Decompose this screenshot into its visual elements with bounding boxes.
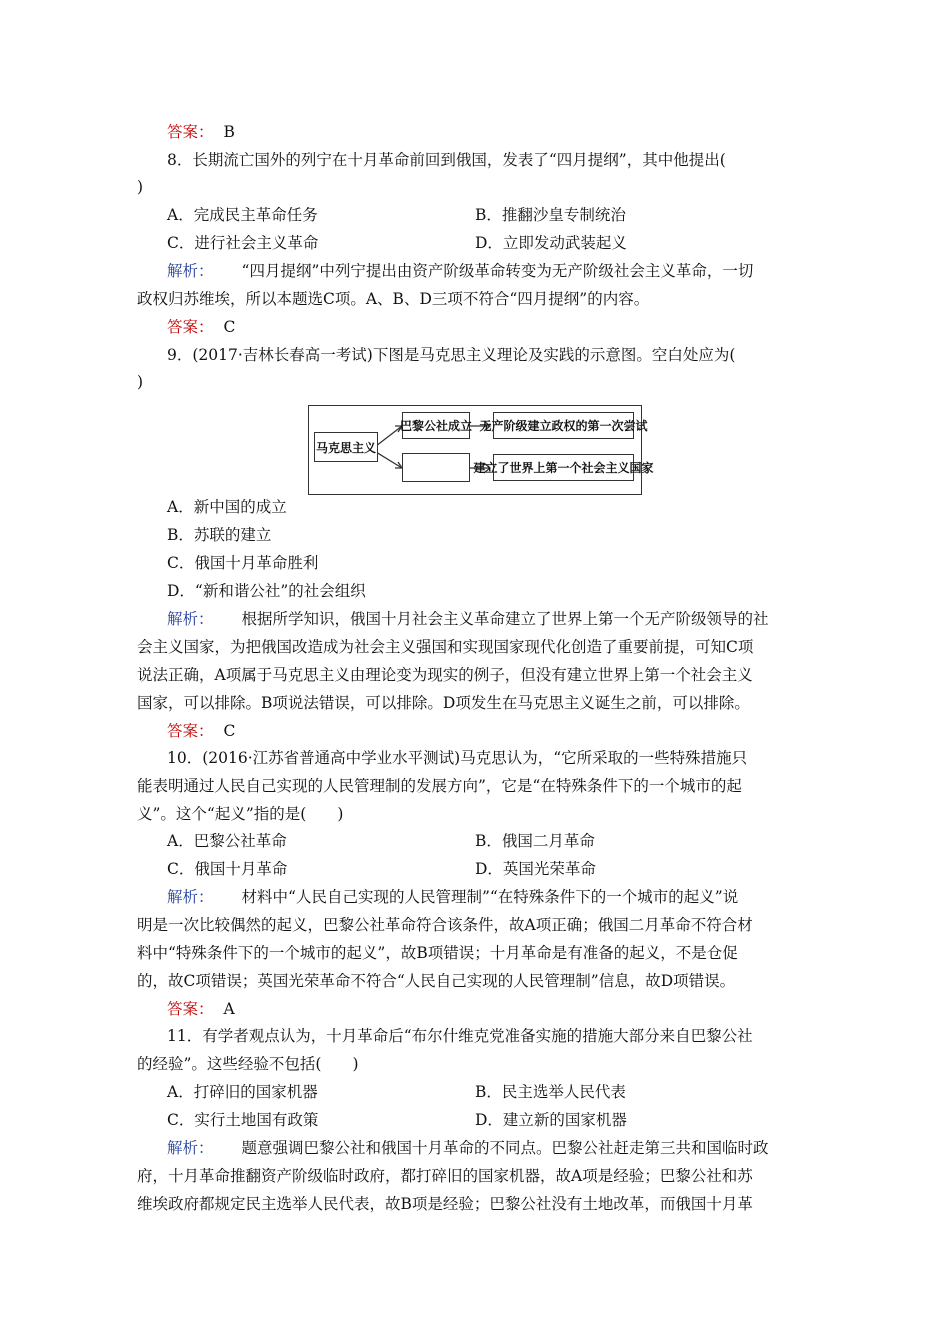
diagram-blank-box: [402, 453, 470, 482]
q11-analysis-line-3: 维埃政府都规定民主选举人民代表，故B项是经验；巴黎公社没有土地改革，而俄国十月革: [137, 1195, 753, 1213]
marxism-diagram: [308, 405, 654, 495]
analysis-label: 解析：: [167, 262, 214, 280]
q11-option-b: B．民主选举人民代表: [475, 1083, 626, 1101]
q11-stem-line-2: 的经验”。这些经验不包括( ): [137, 1055, 359, 1073]
answer-label: 答案：: [167, 722, 214, 740]
answer-value: C: [223, 722, 236, 740]
q9-analysis-line-1: [167, 609, 847, 629]
q9-stem-line-1: 9．(2017·吉林长春高一考试)下图是马克思主义理论及实践的示意图。空白处应为(: [167, 346, 736, 364]
q8-option-a: A．完成民主革命任务: [167, 206, 318, 224]
analysis-text: 根据所学知识，俄国十月社会主义革命建立了世界上第一个无产阶级领导的社: [241, 610, 769, 628]
q10-answer-line: [167, 999, 847, 1019]
q9-option-b: B．苏联的建立: [167, 526, 272, 544]
q10-option-d: D．英国光荣革命: [475, 860, 596, 878]
q9-option-a: A．新中国的成立: [167, 498, 287, 516]
analysis-text: 题意强调巴黎公社和俄国十月革命的不同点。巴黎公社赶走第三共和国临时政: [241, 1139, 769, 1157]
q11-option-c: C．实行土地国有政策: [167, 1111, 319, 1129]
answer-value: A: [223, 1000, 235, 1018]
q11-analysis-line-1: [167, 1138, 847, 1158]
q9-analysis-line-2: 会主义国家，为把俄国改造成为社会主义强国和实现国家现代化创造了重要前提，可知C项: [137, 638, 754, 656]
q11-analysis-line-2: 府，十月革命推翻资产阶级临时政府，都打碎旧的国家机器，故A项是经验；巴黎公社和苏: [137, 1167, 753, 1185]
q10-analysis-line-1: [167, 887, 847, 907]
q10-stem-line-1: 10．(2016·江苏省普通高中学业水平测试)马克思认为，“它所采取的一些特殊措施只: [167, 749, 748, 767]
q9-stem-line-2: ): [137, 373, 144, 391]
answer-value: B: [223, 123, 235, 141]
q11-options-row-2: [167, 1110, 847, 1130]
q8-options-row-1: [167, 205, 847, 225]
q10-option-a: A．巴黎公社革命: [167, 832, 287, 850]
analysis-label: 解析：: [167, 888, 214, 906]
q9-analysis-line-4: 国家，可以排除。B项说法错误，可以排除。D项发生在马克思主义诞生之前，可以排除。: [137, 694, 750, 712]
analysis-label: 解析：: [167, 610, 214, 628]
q9-option-d: D．“新和谐公社”的社会组织: [167, 582, 366, 600]
answer-label: 答案：: [167, 123, 214, 141]
q10-options-row-1: [167, 831, 847, 851]
q8-analysis-line-2: 政权归苏维埃，所以本题选C项。A、B、D三项不符合“四月提纲”的内容。: [137, 290, 650, 308]
q8-answer-line: [167, 317, 847, 337]
diagram-top-right-box: 无产阶级建立政权的第一次尝试: [493, 412, 634, 439]
diagram-root-box: 马克思主义: [314, 432, 378, 462]
q8-option-d: D．立即发动武装起义: [475, 234, 627, 252]
q9-answer-line: [167, 721, 847, 741]
diagram-top-middle-box: 巴黎公社成立: [402, 412, 470, 439]
q9-option-c: C．俄国十月革命胜利: [167, 554, 319, 572]
answer-value: C: [223, 318, 236, 336]
diagram-bottom-right-box: 建立了世界上第一个社会主义国家: [493, 454, 634, 481]
q11-option-d: D．建立新的国家机器: [475, 1111, 627, 1129]
q7-answer-line: [167, 122, 847, 142]
q8-stem-line-1: 8．长期流亡国外的列宁在十月革命前回到俄国，发表了“四月提纲”，其中他提出(: [167, 151, 726, 169]
q11-stem-line-1: 11．有学者观点认为，十月革命后“布尔什维克党准备实施的措施大部分来自巴黎公社: [167, 1027, 753, 1045]
q8-stem-line-2: ): [137, 178, 144, 196]
q9-analysis-line-3: 说法正确，A项属于马克思主义由理论变为现实的例子，但没有建立世界上第一个社会主义: [137, 666, 753, 684]
q10-option-b: B．俄国二月革命: [475, 832, 595, 850]
analysis-label: 解析：: [167, 1139, 214, 1157]
analysis-text: 材料中“人民自己实现的人民管理制”“在特殊条件下的一个城市的起义”说: [241, 888, 739, 906]
q8-option-b: B．推翻沙皇专制统治: [475, 206, 626, 224]
q10-options-row-2: [167, 859, 847, 879]
q10-option-c: C．俄国十月革命: [167, 860, 288, 878]
q10-stem-line-2: 能表明通过人民自己实现的人民管理制的发展方向”，它是“在特殊条件下的一个城市的起: [137, 777, 742, 795]
answer-label: 答案：: [167, 318, 214, 336]
q10-analysis-line-2: 明是一次比较偶然的起义，巴黎公社革命符合该条件，故A项正确；俄国二月革命不符合材: [137, 916, 753, 934]
q8-options-row-2: [167, 233, 847, 253]
q11-options-row-1: [167, 1082, 847, 1102]
q8-option-c: C．进行社会主义革命: [167, 234, 319, 252]
analysis-text: “四月提纲”中列宁提出由资产阶级革命转变为无产阶级社会主义革命，一切: [241, 262, 754, 280]
q10-analysis-line-4: 的，故C项错误；英国光荣革命不符合“人民自己实现的人民管理制”信息，故D项错误。: [137, 972, 736, 990]
q10-analysis-line-3: 料中“特殊条件下的一个城市的起义”，故B项错误；十月革命是有准备的起义，不是仓促: [137, 944, 738, 962]
q8-analysis-line-1: [167, 261, 847, 281]
q10-stem-line-3: 义”。这个“起义”指的是( ): [137, 805, 344, 823]
q11-option-a: A．打碎旧的国家机器: [167, 1083, 318, 1101]
answer-label: 答案：: [167, 1000, 214, 1018]
